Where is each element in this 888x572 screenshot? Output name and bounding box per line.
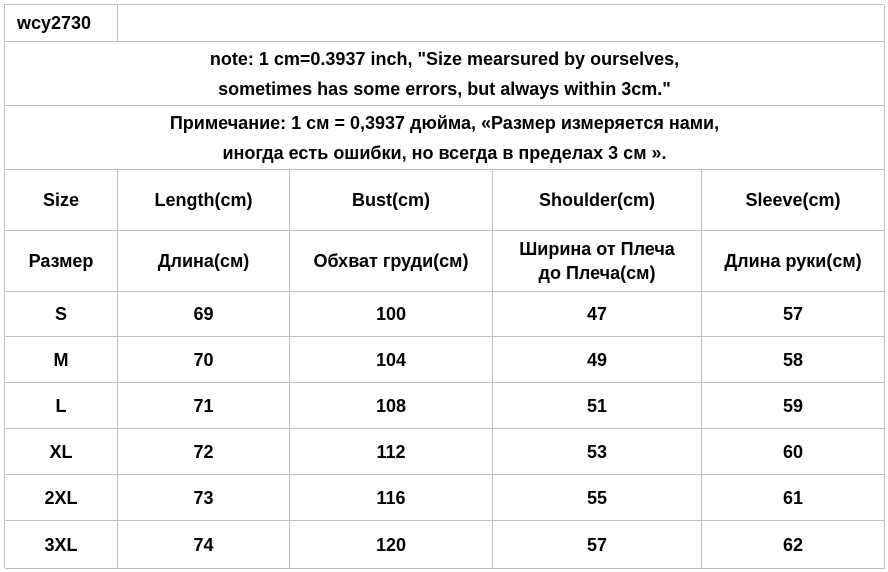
size-chart-table	[4, 4, 884, 568]
product-code: wcy2730	[5, 5, 118, 42]
header-shoulder: Shoulder(cm)	[493, 170, 702, 231]
header-sleeve-ru: Длина руки(см)	[702, 231, 885, 292]
table-cell: 73	[118, 475, 290, 521]
table-cell: 51	[493, 383, 702, 429]
header-bust-ru: Обхват груди(см)	[290, 231, 493, 292]
table-cell: 72	[118, 429, 290, 475]
table-cell: 53	[493, 429, 702, 475]
table-cell: 104	[290, 337, 493, 383]
header-size-ru: Размер	[5, 231, 118, 292]
table-cell: 57	[493, 521, 702, 569]
note-russian-line-1: Примечание: 1 см = 0,3937 дюйма, «Размер измеряется нами,	[169, 112, 720, 133]
table-cell: 47	[493, 292, 702, 337]
table-cell: 49	[493, 337, 702, 383]
header-length: Length(cm)	[118, 170, 290, 231]
note-russian-line-2: иногда есть ошибки, но всегда в пределах 3 см ».	[222, 142, 667, 163]
note-english	[5, 42, 885, 106]
note-english-line-1: note: 1 cm=0.3937 inch, "Size mearsured by ourselves,	[209, 48, 680, 69]
table-cell: 71	[118, 383, 290, 429]
table-cell: 2XL	[5, 475, 118, 521]
table-cell: 108	[290, 383, 493, 429]
table-cell: M	[5, 337, 118, 383]
empty-header-cell	[118, 5, 885, 42]
table-cell: 120	[290, 521, 493, 569]
table-cell: 3XL	[5, 521, 118, 569]
header-size: Size	[5, 170, 118, 231]
header-shoulder-ru-line-2: до Плеча(см)	[538, 263, 656, 283]
table-cell: 58	[702, 337, 885, 383]
note-russian	[5, 106, 885, 170]
table-cell: 55	[493, 475, 702, 521]
note-english-line-2: sometimes has some errors, but always within 3cm."	[218, 78, 671, 99]
table-cell: 70	[118, 337, 290, 383]
table-cell: XL	[5, 429, 118, 475]
table-cell: 62	[702, 521, 885, 569]
header-length-ru: Длина(см)	[118, 231, 290, 292]
table-cell: S	[5, 292, 118, 337]
table-cell: 112	[290, 429, 493, 475]
table-cell: 69	[118, 292, 290, 337]
table-cell: 57	[702, 292, 885, 337]
header-shoulder-ru-line-1: Ширина от Плеча	[519, 239, 675, 259]
table-cell: 74	[118, 521, 290, 569]
table-cell: 61	[702, 475, 885, 521]
header-bust: Bust(cm)	[290, 170, 493, 231]
table-cell: L	[5, 383, 118, 429]
table-cell: 60	[702, 429, 885, 475]
table-cell: 100	[290, 292, 493, 337]
header-sleeve: Sleeve(cm)	[702, 170, 885, 231]
table-cell: 116	[290, 475, 493, 521]
header-shoulder-ru	[493, 231, 702, 292]
table-cell: 59	[702, 383, 885, 429]
